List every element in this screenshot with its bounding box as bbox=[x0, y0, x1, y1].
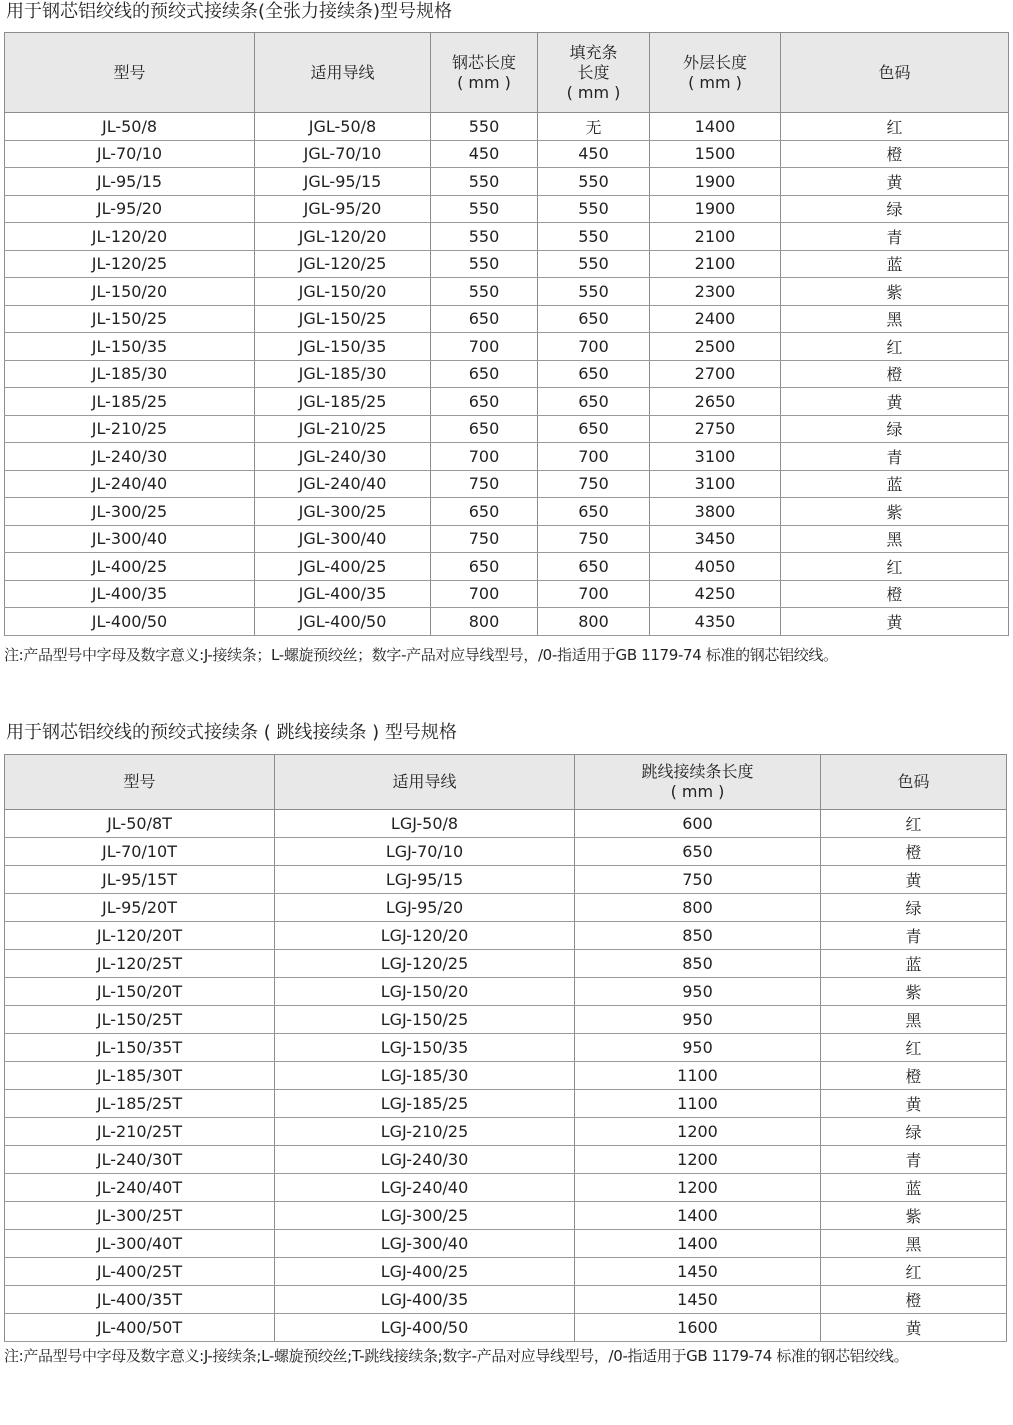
cell-steel-core-length: 650 bbox=[431, 415, 538, 443]
cell-outer-length: 4050 bbox=[650, 553, 781, 581]
cell-jumper-length: 1450 bbox=[575, 1258, 821, 1286]
cell-color-code: 红 bbox=[821, 1258, 1007, 1286]
cell-steel-core-length: 650 bbox=[431, 498, 538, 526]
cell-color-code: 黑 bbox=[781, 305, 1009, 333]
cell-model: JL-150/20 bbox=[5, 278, 255, 306]
cell-color-code: 橙 bbox=[781, 360, 1009, 388]
cell-conductor: JGL-240/40 bbox=[255, 470, 431, 498]
cell-filler-length: 650 bbox=[538, 553, 650, 581]
cell-jumper-length: 1200 bbox=[575, 1146, 821, 1174]
cell-conductor: LGJ-240/40 bbox=[275, 1174, 575, 1202]
cell-color-code: 绿 bbox=[781, 195, 1009, 223]
cell-outer-length: 4350 bbox=[650, 608, 781, 636]
cell-filler-length: 550 bbox=[538, 250, 650, 278]
cell-jumper-length: 1200 bbox=[575, 1174, 821, 1202]
header-steel-core-length: 钢芯长度 ( mm ) bbox=[431, 33, 538, 113]
table-row bbox=[5, 1006, 1007, 1034]
cell-outer-length: 2700 bbox=[650, 360, 781, 388]
table1-header-row bbox=[5, 33, 1009, 113]
cell-filler-length: 550 bbox=[538, 195, 650, 223]
cell-model: JL-240/40 bbox=[5, 470, 255, 498]
cell-jumper-length: 1450 bbox=[575, 1286, 821, 1314]
table-row bbox=[5, 838, 1007, 866]
cell-model: JL-185/25 bbox=[5, 388, 255, 416]
table-row bbox=[5, 1202, 1007, 1230]
cell-outer-length: 1400 bbox=[650, 113, 781, 141]
cell-color-code: 黑 bbox=[821, 1006, 1007, 1034]
table-row bbox=[5, 360, 1009, 388]
header-jumper-length: 跳线接续条长度 ( mm ) bbox=[575, 755, 821, 810]
cell-color-code: 橙 bbox=[821, 1062, 1007, 1090]
cell-color-code: 黑 bbox=[821, 1230, 1007, 1258]
cell-filler-length: 550 bbox=[538, 278, 650, 306]
cell-conductor: LGJ-400/35 bbox=[275, 1286, 575, 1314]
cell-steel-core-length: 550 bbox=[431, 168, 538, 196]
cell-outer-length: 2750 bbox=[650, 415, 781, 443]
cell-conductor: LGJ-400/25 bbox=[275, 1258, 575, 1286]
table-row bbox=[5, 305, 1009, 333]
cell-conductor: JGL-400/25 bbox=[255, 553, 431, 581]
cell-color-code: 红 bbox=[781, 553, 1009, 581]
table2-caption: 用于钢芯铝绞线的预绞式接续条 ( 跳线接续条 ) 型号规格 bbox=[6, 722, 457, 743]
cell-color-code: 青 bbox=[821, 922, 1007, 950]
cell-steel-core-length: 550 bbox=[431, 278, 538, 306]
cell-color-code: 紫 bbox=[781, 278, 1009, 306]
table-row bbox=[5, 443, 1009, 471]
cell-jumper-length: 950 bbox=[575, 1034, 821, 1062]
table-row bbox=[5, 470, 1009, 498]
cell-jumper-length: 800 bbox=[575, 894, 821, 922]
cell-conductor: LGJ-185/25 bbox=[275, 1090, 575, 1118]
cell-filler-length: 无 bbox=[538, 113, 650, 141]
cell-outer-length: 2400 bbox=[650, 305, 781, 333]
cell-conductor: JGL-400/35 bbox=[255, 580, 431, 608]
cell-conductor: JGL-120/20 bbox=[255, 223, 431, 251]
table-row bbox=[5, 168, 1009, 196]
cell-conductor: LGJ-150/20 bbox=[275, 978, 575, 1006]
cell-filler-length: 550 bbox=[538, 223, 650, 251]
cell-jumper-length: 950 bbox=[575, 1006, 821, 1034]
cell-color-code: 黑 bbox=[781, 525, 1009, 553]
cell-outer-length: 1900 bbox=[650, 168, 781, 196]
cell-color-code: 青 bbox=[781, 443, 1009, 471]
cell-model: JL-400/35 bbox=[5, 580, 255, 608]
cell-model: JL-185/25T bbox=[5, 1090, 275, 1118]
cell-model: JL-400/25 bbox=[5, 553, 255, 581]
cell-outer-length: 2300 bbox=[650, 278, 781, 306]
table-row bbox=[5, 1034, 1007, 1062]
cell-conductor: LGJ-95/15 bbox=[275, 866, 575, 894]
cell-outer-length: 3800 bbox=[650, 498, 781, 526]
cell-model: JL-400/35T bbox=[5, 1286, 275, 1314]
cell-color-code: 橙 bbox=[781, 140, 1009, 168]
cell-jumper-length: 1400 bbox=[575, 1230, 821, 1258]
table-row bbox=[5, 278, 1009, 306]
cell-color-code: 绿 bbox=[821, 894, 1007, 922]
cell-conductor: JGL-400/50 bbox=[255, 608, 431, 636]
cell-color-code: 橙 bbox=[781, 580, 1009, 608]
table-row bbox=[5, 580, 1009, 608]
cell-conductor: JGL-300/40 bbox=[255, 525, 431, 553]
cell-conductor: LGJ-95/20 bbox=[275, 894, 575, 922]
table-row bbox=[5, 525, 1009, 553]
cell-outer-length: 2100 bbox=[650, 223, 781, 251]
table-row bbox=[5, 415, 1009, 443]
table-row bbox=[5, 866, 1007, 894]
cell-model: JL-120/25T bbox=[5, 950, 275, 978]
table-row bbox=[5, 1062, 1007, 1090]
table-row bbox=[5, 195, 1009, 223]
cell-model: JL-120/25 bbox=[5, 250, 255, 278]
table-row bbox=[5, 1286, 1007, 1314]
cell-model: JL-300/25 bbox=[5, 498, 255, 526]
table-row bbox=[5, 608, 1009, 636]
cell-conductor: JGL-120/25 bbox=[255, 250, 431, 278]
cell-color-code: 蓝 bbox=[821, 950, 1007, 978]
table-row bbox=[5, 922, 1007, 950]
cell-outer-length: 2500 bbox=[650, 333, 781, 361]
cell-steel-core-length: 700 bbox=[431, 580, 538, 608]
cell-model: JL-400/50T bbox=[5, 1314, 275, 1342]
cell-model: JL-150/25 bbox=[5, 305, 255, 333]
cell-steel-core-length: 450 bbox=[431, 140, 538, 168]
cell-filler-length: 700 bbox=[538, 443, 650, 471]
cell-conductor: LGJ-70/10 bbox=[275, 838, 575, 866]
cell-model: JL-70/10 bbox=[5, 140, 255, 168]
cell-outer-length: 1900 bbox=[650, 195, 781, 223]
header-color-code: 色码 bbox=[781, 33, 1009, 113]
table-row bbox=[5, 388, 1009, 416]
header-conductor: 适用导线 bbox=[275, 755, 575, 810]
cell-color-code: 蓝 bbox=[821, 1174, 1007, 1202]
cell-steel-core-length: 650 bbox=[431, 360, 538, 388]
cell-model: JL-50/8T bbox=[5, 810, 275, 838]
cell-model: JL-240/40T bbox=[5, 1174, 275, 1202]
cell-filler-length: 650 bbox=[538, 498, 650, 526]
cell-conductor: JGL-150/35 bbox=[255, 333, 431, 361]
cell-filler-length: 650 bbox=[538, 360, 650, 388]
table-row bbox=[5, 553, 1009, 581]
cell-model: JL-150/20T bbox=[5, 978, 275, 1006]
cell-color-code: 蓝 bbox=[781, 470, 1009, 498]
cell-color-code: 蓝 bbox=[781, 250, 1009, 278]
cell-jumper-length: 950 bbox=[575, 978, 821, 1006]
cell-model: JL-185/30 bbox=[5, 360, 255, 388]
cell-steel-core-length: 550 bbox=[431, 113, 538, 141]
cell-conductor: LGJ-300/25 bbox=[275, 1202, 575, 1230]
header-color-code: 色码 bbox=[821, 755, 1007, 810]
cell-steel-core-length: 550 bbox=[431, 195, 538, 223]
cell-filler-length: 650 bbox=[538, 388, 650, 416]
cell-conductor: JGL-150/25 bbox=[255, 305, 431, 333]
cell-model: JL-300/25T bbox=[5, 1202, 275, 1230]
cell-outer-length: 3100 bbox=[650, 443, 781, 471]
cell-color-code: 紫 bbox=[821, 1202, 1007, 1230]
cell-steel-core-length: 700 bbox=[431, 333, 538, 361]
cell-conductor: JGL-210/25 bbox=[255, 415, 431, 443]
header-model: 型号 bbox=[5, 755, 275, 810]
cell-filler-length: 550 bbox=[538, 168, 650, 196]
cell-color-code: 绿 bbox=[821, 1118, 1007, 1146]
cell-color-code: 黄 bbox=[821, 866, 1007, 894]
cell-conductor: LGJ-50/8 bbox=[275, 810, 575, 838]
cell-model: JL-95/20T bbox=[5, 894, 275, 922]
cell-steel-core-length: 650 bbox=[431, 553, 538, 581]
table-row bbox=[5, 1090, 1007, 1118]
cell-model: JL-300/40T bbox=[5, 1230, 275, 1258]
cell-color-code: 黄 bbox=[781, 608, 1009, 636]
cell-color-code: 黄 bbox=[781, 168, 1009, 196]
cell-model: JL-120/20 bbox=[5, 223, 255, 251]
cell-model: JL-150/25T bbox=[5, 1006, 275, 1034]
cell-color-code: 红 bbox=[821, 810, 1007, 838]
table-row bbox=[5, 950, 1007, 978]
table-row bbox=[5, 1118, 1007, 1146]
cell-filler-length: 700 bbox=[538, 580, 650, 608]
cell-jumper-length: 750 bbox=[575, 866, 821, 894]
table-row bbox=[5, 978, 1007, 1006]
cell-model: JL-150/35T bbox=[5, 1034, 275, 1062]
table-row bbox=[5, 1258, 1007, 1286]
cell-model: JL-400/25T bbox=[5, 1258, 275, 1286]
cell-model: JL-210/25 bbox=[5, 415, 255, 443]
table-row bbox=[5, 223, 1009, 251]
cell-color-code: 橙 bbox=[821, 838, 1007, 866]
table-row bbox=[5, 140, 1009, 168]
header-conductor: 适用导线 bbox=[255, 33, 431, 113]
cell-model: JL-185/30T bbox=[5, 1062, 275, 1090]
cell-steel-core-length: 750 bbox=[431, 470, 538, 498]
cell-model: JL-50/8 bbox=[5, 113, 255, 141]
cell-steel-core-length: 750 bbox=[431, 525, 538, 553]
cell-color-code: 红 bbox=[821, 1034, 1007, 1062]
cell-jumper-length: 650 bbox=[575, 838, 821, 866]
table-row bbox=[5, 250, 1009, 278]
cell-color-code: 黄 bbox=[781, 388, 1009, 416]
table-row bbox=[5, 1174, 1007, 1202]
cell-filler-length: 650 bbox=[538, 415, 650, 443]
cell-conductor: LGJ-240/30 bbox=[275, 1146, 575, 1174]
cell-color-code: 红 bbox=[781, 113, 1009, 141]
cell-color-code: 紫 bbox=[821, 978, 1007, 1006]
cell-steel-core-length: 700 bbox=[431, 443, 538, 471]
cell-jumper-length: 1400 bbox=[575, 1202, 821, 1230]
cell-outer-length: 2100 bbox=[650, 250, 781, 278]
cell-color-code: 黄 bbox=[821, 1314, 1007, 1342]
cell-steel-core-length: 550 bbox=[431, 250, 538, 278]
cell-color-code: 红 bbox=[781, 333, 1009, 361]
cell-conductor: JGL-70/10 bbox=[255, 140, 431, 168]
table-row bbox=[5, 333, 1009, 361]
cell-conductor: JGL-95/20 bbox=[255, 195, 431, 223]
cell-conductor: LGJ-150/25 bbox=[275, 1006, 575, 1034]
cell-model: JL-400/50 bbox=[5, 608, 255, 636]
header-filler-length: 填充条 长度 ( mm ) bbox=[538, 33, 650, 113]
cell-conductor: LGJ-120/25 bbox=[275, 950, 575, 978]
table-row bbox=[5, 113, 1009, 141]
cell-model: JL-120/20T bbox=[5, 922, 275, 950]
table1-caption: 用于钢芯铝绞线的预绞式接续条(全张力接续条)型号规格 bbox=[6, 1, 453, 22]
table1-note: 注:产品型号中字母及数字意义:J-接续条；L-螺旋预绞丝；数字-产品对应导线型号，/0-指适用于GB 1179-74 标准的钢芯铝绞线。 bbox=[4, 646, 838, 664]
cell-filler-length: 700 bbox=[538, 333, 650, 361]
cell-model: JL-95/15 bbox=[5, 168, 255, 196]
header-outer-length: 外层长度 ( mm ) bbox=[650, 33, 781, 113]
cell-outer-length: 1500 bbox=[650, 140, 781, 168]
table-row bbox=[5, 1314, 1007, 1342]
table-row bbox=[5, 1146, 1007, 1174]
cell-steel-core-length: 650 bbox=[431, 305, 538, 333]
table2-note: 注:产品型号中字母及数字意义:J-接续条;L-螺旋预绞丝;T-跳线接续条;数字-产品对应导线型号，/0-指适用于GB 1179-74 标准的钢芯铝绞线。 bbox=[4, 1347, 909, 1365]
cell-color-code: 橙 bbox=[821, 1286, 1007, 1314]
cell-model: JL-95/20 bbox=[5, 195, 255, 223]
cell-filler-length: 750 bbox=[538, 525, 650, 553]
cell-conductor: LGJ-400/50 bbox=[275, 1314, 575, 1342]
full-tension-spec-table bbox=[4, 32, 1009, 636]
cell-conductor: JGL-240/30 bbox=[255, 443, 431, 471]
jumper-spec-table bbox=[4, 754, 1007, 1342]
cell-jumper-length: 1600 bbox=[575, 1314, 821, 1342]
cell-model: JL-240/30 bbox=[5, 443, 255, 471]
cell-conductor: LGJ-300/40 bbox=[275, 1230, 575, 1258]
cell-steel-core-length: 800 bbox=[431, 608, 538, 636]
cell-model: JL-150/35 bbox=[5, 333, 255, 361]
cell-jumper-length: 1100 bbox=[575, 1062, 821, 1090]
cell-color-code: 绿 bbox=[781, 415, 1009, 443]
cell-conductor: JGL-185/25 bbox=[255, 388, 431, 416]
cell-conductor: LGJ-150/35 bbox=[275, 1034, 575, 1062]
cell-model: JL-240/30T bbox=[5, 1146, 275, 1174]
cell-filler-length: 800 bbox=[538, 608, 650, 636]
cell-steel-core-length: 650 bbox=[431, 388, 538, 416]
cell-model: JL-210/25T bbox=[5, 1118, 275, 1146]
cell-steel-core-length: 550 bbox=[431, 223, 538, 251]
header-model: 型号 bbox=[5, 33, 255, 113]
cell-jumper-length: 1200 bbox=[575, 1118, 821, 1146]
cell-conductor: LGJ-120/20 bbox=[275, 922, 575, 950]
cell-color-code: 青 bbox=[781, 223, 1009, 251]
cell-conductor: JGL-185/30 bbox=[255, 360, 431, 388]
table-row bbox=[5, 894, 1007, 922]
cell-conductor: JGL-95/15 bbox=[255, 168, 431, 196]
cell-outer-length: 3100 bbox=[650, 470, 781, 498]
cell-conductor: JGL-300/25 bbox=[255, 498, 431, 526]
cell-color-code: 青 bbox=[821, 1146, 1007, 1174]
cell-model: JL-300/40 bbox=[5, 525, 255, 553]
cell-conductor: JGL-150/20 bbox=[255, 278, 431, 306]
cell-color-code: 黄 bbox=[821, 1090, 1007, 1118]
cell-model: JL-95/15T bbox=[5, 866, 275, 894]
cell-outer-length: 4250 bbox=[650, 580, 781, 608]
cell-model: JL-70/10T bbox=[5, 838, 275, 866]
cell-filler-length: 650 bbox=[538, 305, 650, 333]
cell-jumper-length: 850 bbox=[575, 950, 821, 978]
cell-conductor: JGL-50/8 bbox=[255, 113, 431, 141]
table-row bbox=[5, 498, 1009, 526]
cell-filler-length: 450 bbox=[538, 140, 650, 168]
cell-conductor: LGJ-210/25 bbox=[275, 1118, 575, 1146]
cell-jumper-length: 1100 bbox=[575, 1090, 821, 1118]
cell-outer-length: 3450 bbox=[650, 525, 781, 553]
cell-outer-length: 2650 bbox=[650, 388, 781, 416]
table-row bbox=[5, 1230, 1007, 1258]
cell-jumper-length: 600 bbox=[575, 810, 821, 838]
cell-conductor: LGJ-185/30 bbox=[275, 1062, 575, 1090]
table-row bbox=[5, 810, 1007, 838]
cell-jumper-length: 850 bbox=[575, 922, 821, 950]
table2-header-row bbox=[5, 755, 1007, 810]
cell-color-code: 紫 bbox=[781, 498, 1009, 526]
cell-filler-length: 750 bbox=[538, 470, 650, 498]
